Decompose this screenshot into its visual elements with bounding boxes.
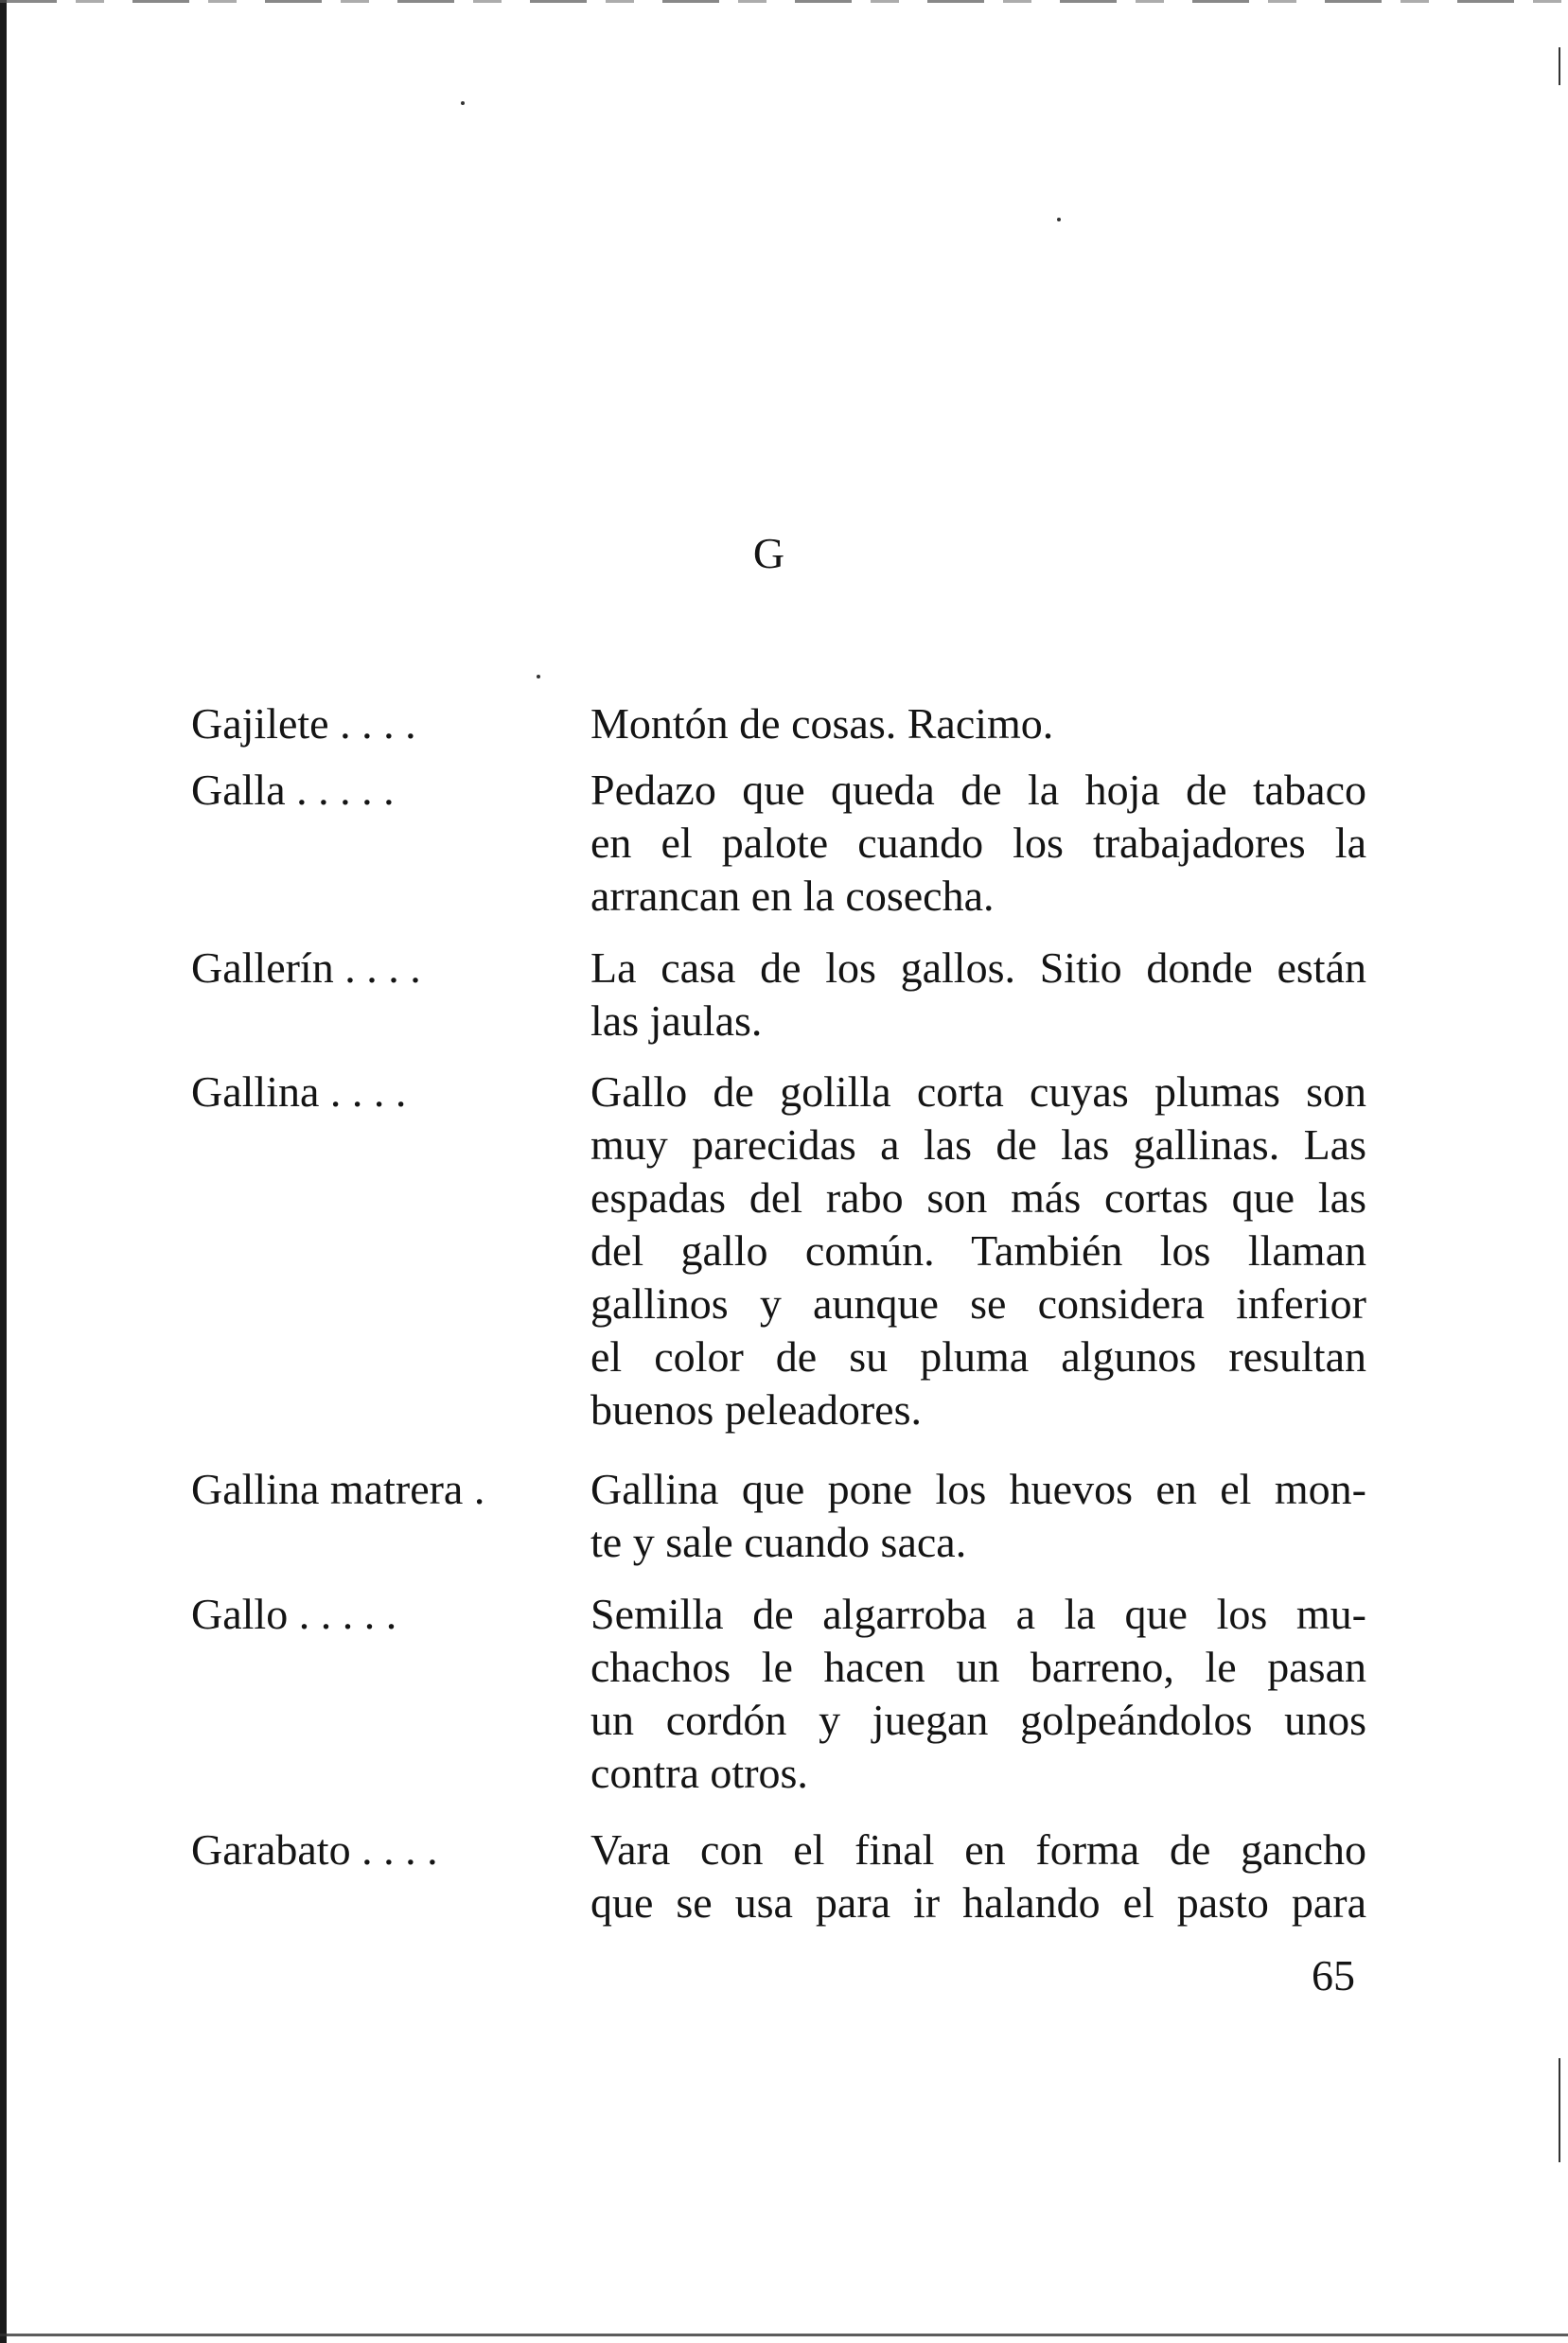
entry-definition <box>590 764 1366 923</box>
definition-line: Vara con el final en forma de gancho <box>590 1825 1366 1874</box>
entry-definition <box>590 1588 1366 1800</box>
entry-definition <box>590 1823 1366 1929</box>
definition-line: Gallo de golilla corta cuyas plumas son <box>590 1067 1366 1116</box>
scan-speck <box>537 675 540 678</box>
definition-line: La casa de los gallos. Sitio donde están <box>590 943 1366 992</box>
entry-term: Galla . . . . . <box>191 766 395 814</box>
definition-line: arrancan en la cosecha. <box>590 872 995 920</box>
entry-definition <box>590 1463 1366 1569</box>
entry-term: Gallina matrera . <box>191 1465 485 1513</box>
entry-definition <box>590 697 1366 750</box>
page-number: 65 <box>1312 1951 1355 1999</box>
scan-left-edge <box>0 0 7 2343</box>
definition-line: espadas del rabo son más cortas que las <box>590 1173 1366 1222</box>
entry-term: Gajilete . . . . <box>191 699 416 748</box>
definition-line: te y sale cuando saca. <box>590 1518 967 1566</box>
scan-speck <box>461 101 465 105</box>
definition-line: Semilla de algarroba a la que los mu- <box>590 1590 1366 1638</box>
definition-line: un cordón y juegan golpeándolos unos <box>590 1696 1366 1744</box>
definition-line: en el palote cuando los trabajadores la <box>590 819 1366 867</box>
definition-line: del gallo común. También los llaman <box>590 1226 1366 1275</box>
scan-right-mark <box>1559 47 1560 85</box>
definition-line: muy parecidas a las de las gallinas. Las <box>590 1120 1366 1169</box>
entry-term: Gallerín . . . . <box>191 943 421 992</box>
scan-right-mark <box>1559 2058 1560 2162</box>
scan-top-edge <box>0 0 1568 3</box>
entry-term: Gallina . . . . <box>191 1067 407 1116</box>
section-letter: G <box>752 529 785 577</box>
definition-line: el color de su pluma algunos resultan <box>590 1332 1366 1381</box>
definition-line: Gallina que pone los huevos en el mon- <box>590 1465 1366 1513</box>
scan-bottom-edge <box>0 2334 1568 2336</box>
definition-line: contra otros. <box>590 1749 808 1797</box>
definition-line: Montón de cosas. Racimo. <box>590 699 1054 748</box>
definition-line: las jaulas. <box>590 996 763 1045</box>
definition-line: chachos le hacen un barreno, le pasan <box>590 1643 1366 1691</box>
definition-line: buenos peleadores. <box>590 1385 922 1434</box>
definition-line: gallinos y aunque se considera inferior <box>590 1279 1366 1328</box>
definition-line: que se usa para ir halando el pasto para <box>590 1878 1366 1927</box>
entry-term: Gallo . . . . . <box>191 1590 397 1638</box>
scan-speck <box>1057 218 1061 221</box>
entry-definition <box>590 1066 1366 1436</box>
entry-definition <box>590 942 1366 1048</box>
entry-term: Garabato . . . . <box>191 1825 438 1874</box>
definition-line: Pedazo que queda de la hoja de tabaco <box>590 766 1366 814</box>
